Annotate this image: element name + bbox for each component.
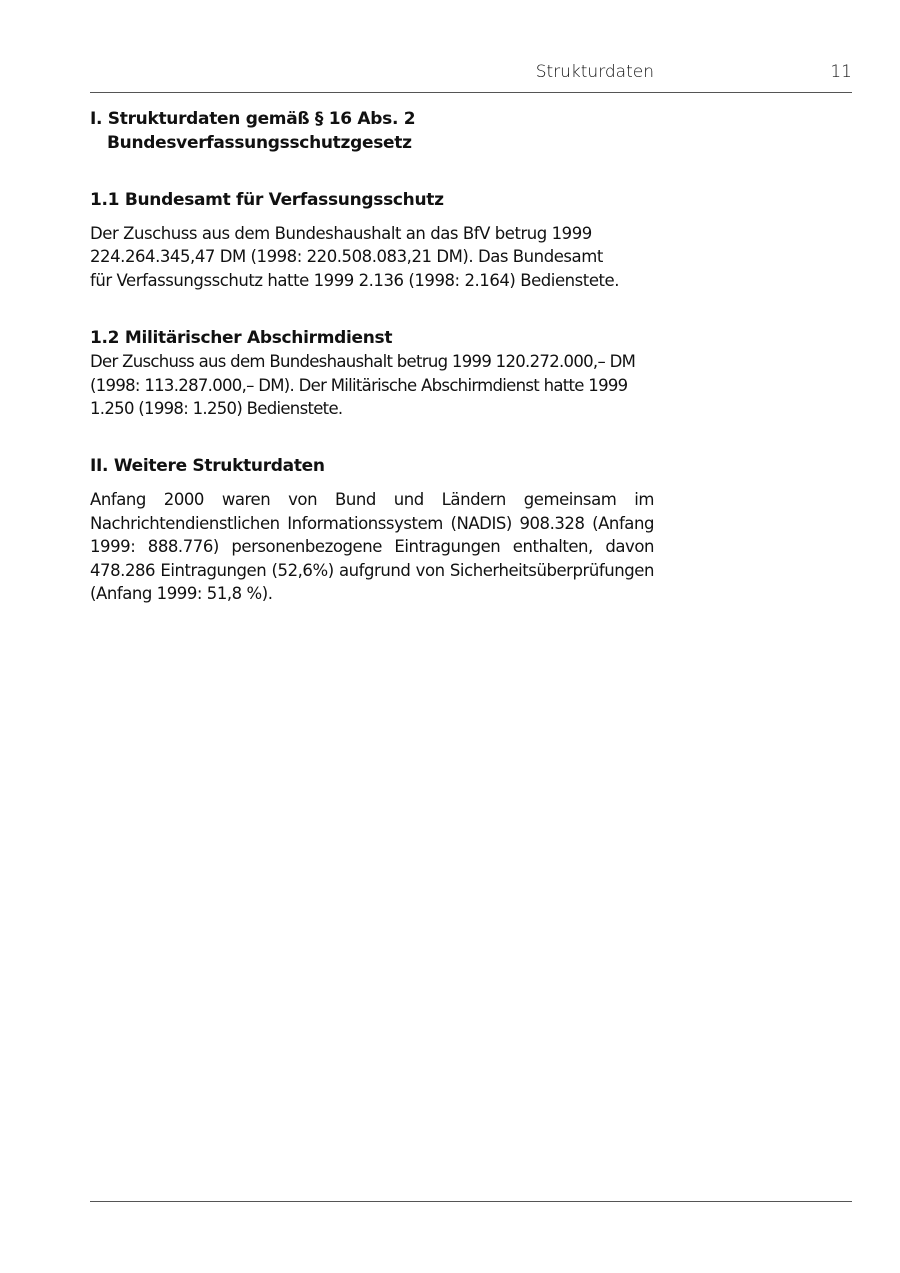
chapter-heading-line-1: I. Strukturdaten gemäß § 16 Abs. 2 [90, 109, 416, 129]
paragraph-mad-line-3: 1.250 (1998: 1.250) Bedienstete. [90, 399, 343, 419]
chapter-heading-line-2: Bundesverfassungsschutzgesetz [107, 133, 412, 153]
paragraph-mad-line-1: Der Zuschuss aus dem Bundeshaushalt betrug 1999 120.272.000,– DM [90, 352, 636, 372]
section-militaerischer-abschirmdienst [90, 326, 654, 420]
page-body [90, 107, 654, 605]
paragraph-bfv [90, 222, 654, 292]
footer-rule [90, 1201, 852, 1202]
running-header [90, 62, 852, 88]
section-bundesamt-verfassungsschutz [90, 188, 654, 292]
section-weitere-strukturdaten [90, 454, 654, 605]
paragraph-mad-line-2: (1998: 113.287.000,– DM). Der Militärische Abschirmdienst hatte 1999 [90, 375, 628, 395]
paragraph-bfv-line-2: 224.264.345,47 DM (1998: 220.508.083,21 DM). Das Bundesamt [90, 247, 603, 267]
section-heading-weitere: II. Weitere Strukturdaten [90, 456, 325, 477]
header-rule [90, 92, 852, 93]
paragraph-weitere: Anfang 2000 waren von Bund und Ländern gemeinsam im Nachrichtendienstlichen Informationssystem (NADIS) 908.328 (Anfang 1999: 888.776) personenbezogene Eintragungen enthalten, davon 478.286 Eintragungen (52,6%) aufgrund von Sicherheitsüberprüfungen (Anfang 1999: 51,8 %). [90, 490, 654, 604]
paragraph-mad [90, 350, 654, 420]
section-heading-bfv: 1.1 Bundesamt für Verfassungsschutz [90, 190, 444, 210]
paragraph-bfv-line-1: Der Zuschuss aus dem Bundeshaushalt an das BfV betrug 1999 [90, 224, 592, 243]
paragraph-bfv-line-3: für Verfassungsschutz hatte 1999 2.136 (1998: 2.164) Bedienstete. [90, 270, 620, 290]
page-number: 11 [830, 62, 852, 82]
chapter-heading [90, 107, 654, 155]
section-heading-mad: 1.2 Militärischer Abschirmdienst [90, 328, 393, 349]
running-header-title: Strukturdaten [535, 62, 654, 82]
